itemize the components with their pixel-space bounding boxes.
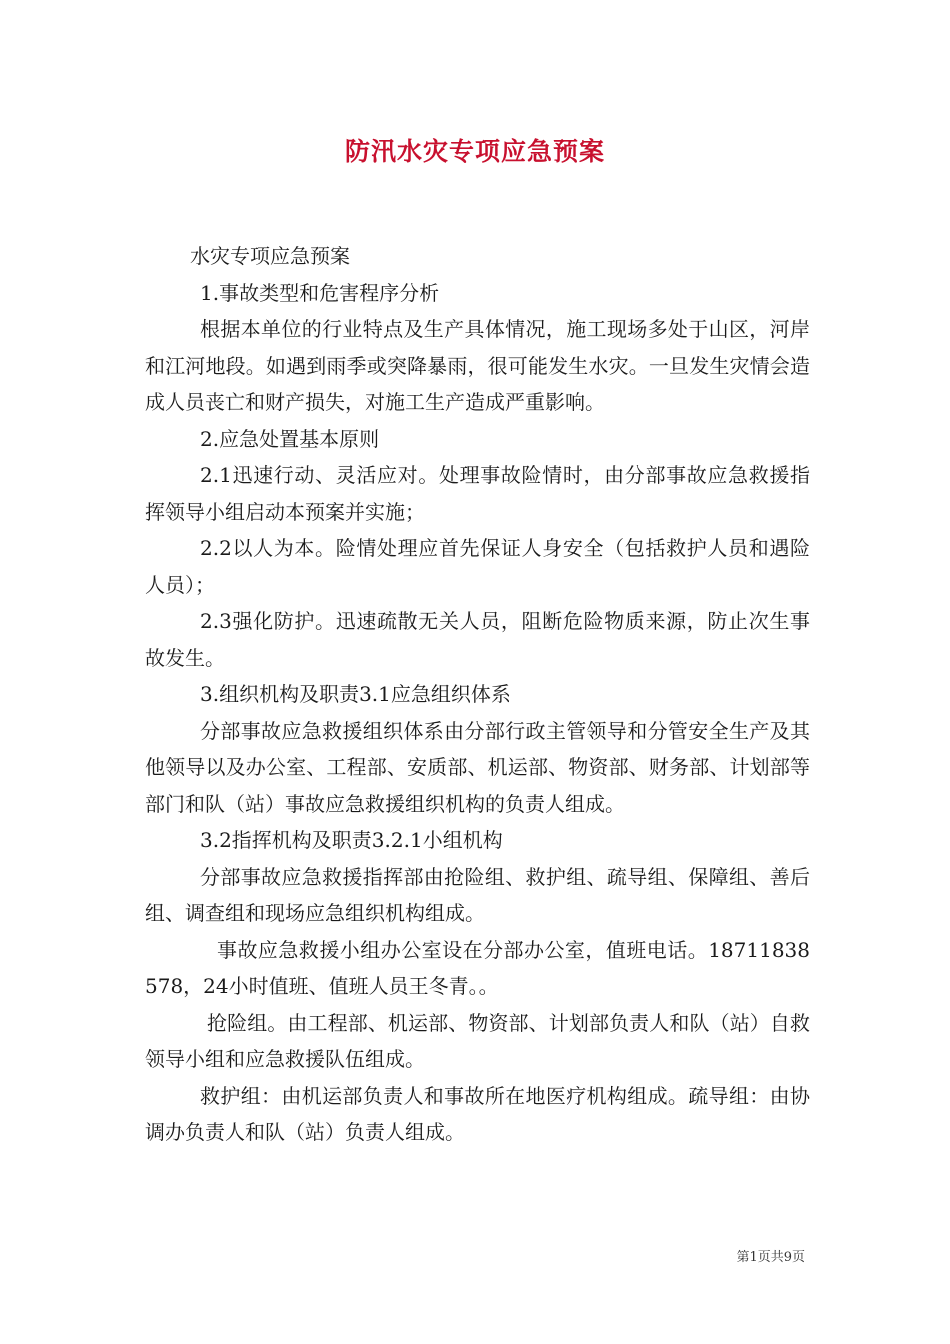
paragraph: 2.1迅速行动、灵活应对。处理事故险情时，由分部事故应急救援指挥领导小组启动本预案并实施； (145, 463, 810, 524)
paragraph: 2.2以人为本。险情处理应首先保证人身安全（包括救护人员和遇险人员）； (145, 536, 810, 597)
paragraph: 抢险组。由工程部、机运部、物资部、计划部负责人和队（站）自救领导小组和应急救援队伍组成。 (145, 1010, 810, 1071)
section-heading: 3.2指挥机构及职责3.2.1小组机构 (200, 828, 503, 852)
document-body (145, 238, 810, 1151)
paragraph: 2.3强化防护。迅速疏散无关人员，阻断危险物质来源，防止次生事故发生。 (145, 609, 810, 670)
paragraph: 分部事故应急救援组织体系由分部行政主管领导和分管安全生产及其他领导以及办公室、工程部、安质部、机运部、物资部、财务部、计划部等部门和队（站）事故应急救援组织机构的负责人组成。 (145, 718, 810, 816)
paragraph: 分部事故应急救援指挥部由抢险组、救护组、疏导组、保障组、善后组、调查组和现场应急组织机构组成。 (145, 864, 810, 925)
paragraph: 水灾专项应急预案 (190, 244, 350, 268)
page-title: 防汛水灾专项应急预案 (344, 137, 605, 166)
section-heading: 3.组织机构及职责3.1应急组织体系 (200, 682, 511, 706)
paragraph: 救护组：由机运部负责人和事故所在地医疗机构组成。疏导组：由协调办负责人和队（站）负责人组成。 (145, 1083, 810, 1144)
section-heading: 1.事故类型和危害程序分析 (200, 280, 440, 305)
paragraph: 事故应急救援小组办公室设在分部办公室，值班电话。18711838578，24小时值班、值班人员王冬青。。 (145, 937, 810, 998)
paragraph: 根据本单位的行业特点及生产具体情况，施工现场多处于山区，河岸和江河地段。如遇到雨季或突降暴雨，很可能发生水灾。一旦发生灾情会造成人员丧亡和财产损失，对施工生产造成严重影响。 (145, 317, 810, 414)
page-number: 第1页共9页 (736, 1250, 805, 1265)
section-heading: 2.应急处置基本原则 (200, 426, 380, 451)
